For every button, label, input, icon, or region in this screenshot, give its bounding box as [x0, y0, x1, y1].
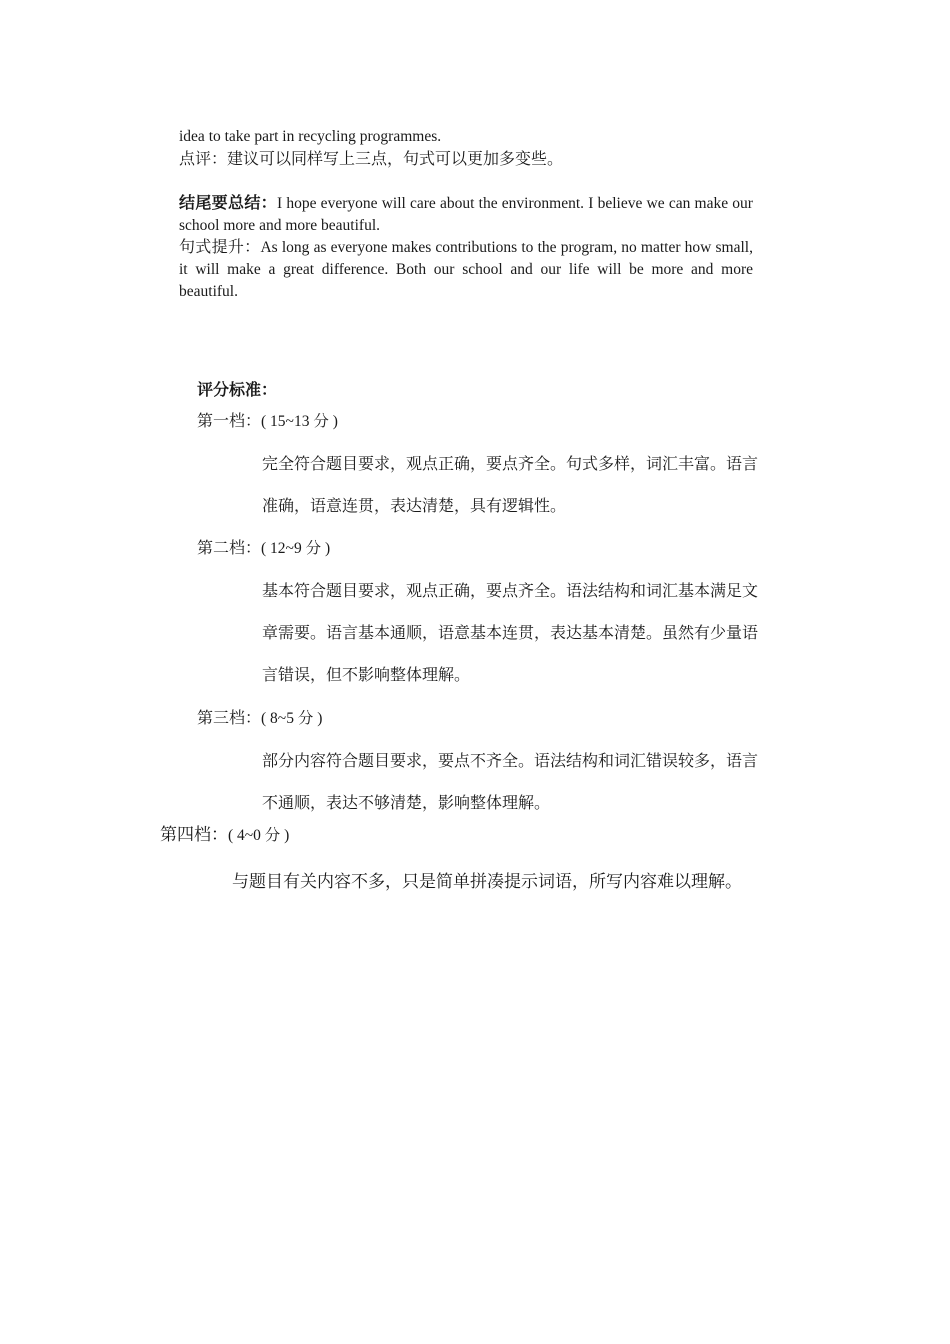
comment-label: 点评：: [179, 149, 228, 168]
criteria-title: 评分标准：: [197, 380, 278, 399]
level-1-line-1: 完全符合题目要求，观点正确，要点齐全。句式多样，词汇丰富。语言: [262, 454, 759, 473]
improve-paragraph: [179, 236, 753, 303]
level-1-label: 第一档：: [197, 411, 262, 430]
level-3-label: 第三档：: [197, 708, 262, 727]
level-2-range: ( 12~9 分 ): [261, 540, 331, 557]
level-4-heading: [160, 824, 289, 847]
ending-text: I hope everyone will care about the environment. I believe we can make our school more and more beautiful.: [179, 195, 753, 234]
level-2-line-1: 基本符合题目要求，观点正确，要点齐全。语法结构和词汇基本满足文: [262, 581, 759, 600]
level-1-range: ( 15~13 分 ): [261, 413, 338, 430]
continuation-line: idea to take part in recycling programmes.: [179, 128, 442, 145]
level-2-line-3: 言错误，但不影响整体理解。: [262, 665, 471, 684]
ending-paragraph: [179, 192, 753, 237]
level-2-label: 第二档：: [197, 538, 262, 557]
level-2-description: [262, 570, 762, 696]
level-3-range: ( 8~5 分 ): [261, 710, 323, 727]
level-4-description: 与题目有关内容不多，只是简单拼凑提示词语，所写内容难以理解。: [232, 872, 742, 892]
level-2-heading: [197, 537, 330, 560]
improve-label: 句式提升：: [179, 237, 261, 256]
level-4-label: 第四档：: [160, 825, 228, 845]
level-3-heading: [197, 707, 322, 730]
comment-text: 建议可以同样写上三点，句式可以更加多变些。: [227, 149, 564, 168]
comment-paragraph: [179, 148, 563, 171]
level-4-range: ( 4~0 分 ): [228, 827, 290, 844]
level-3-line-2: 不通顺，表达不够清楚，影响整体理解。: [262, 793, 551, 812]
level-1-description: [262, 443, 762, 527]
level-3-description: [262, 740, 762, 824]
improve-text: As long as everyone makes contributions to the program, no matter how small, it will make a great difference. Both our school and our life will be more and more beautiful.: [179, 239, 753, 300]
level-3-line-1: 部分内容符合题目要求，要点不齐全。语法结构和词汇错误较多，语言: [262, 751, 759, 770]
level-2-line-2: 章需要。语言基本通顺，语意基本连贯，表达基本清楚。虽然有少量语: [262, 623, 759, 642]
level-1-heading: [197, 410, 338, 433]
level-1-line-2: 准确，语意连贯，表达清楚，具有逻辑性。: [262, 496, 567, 515]
ending-label: 结尾要总结：: [179, 193, 277, 212]
